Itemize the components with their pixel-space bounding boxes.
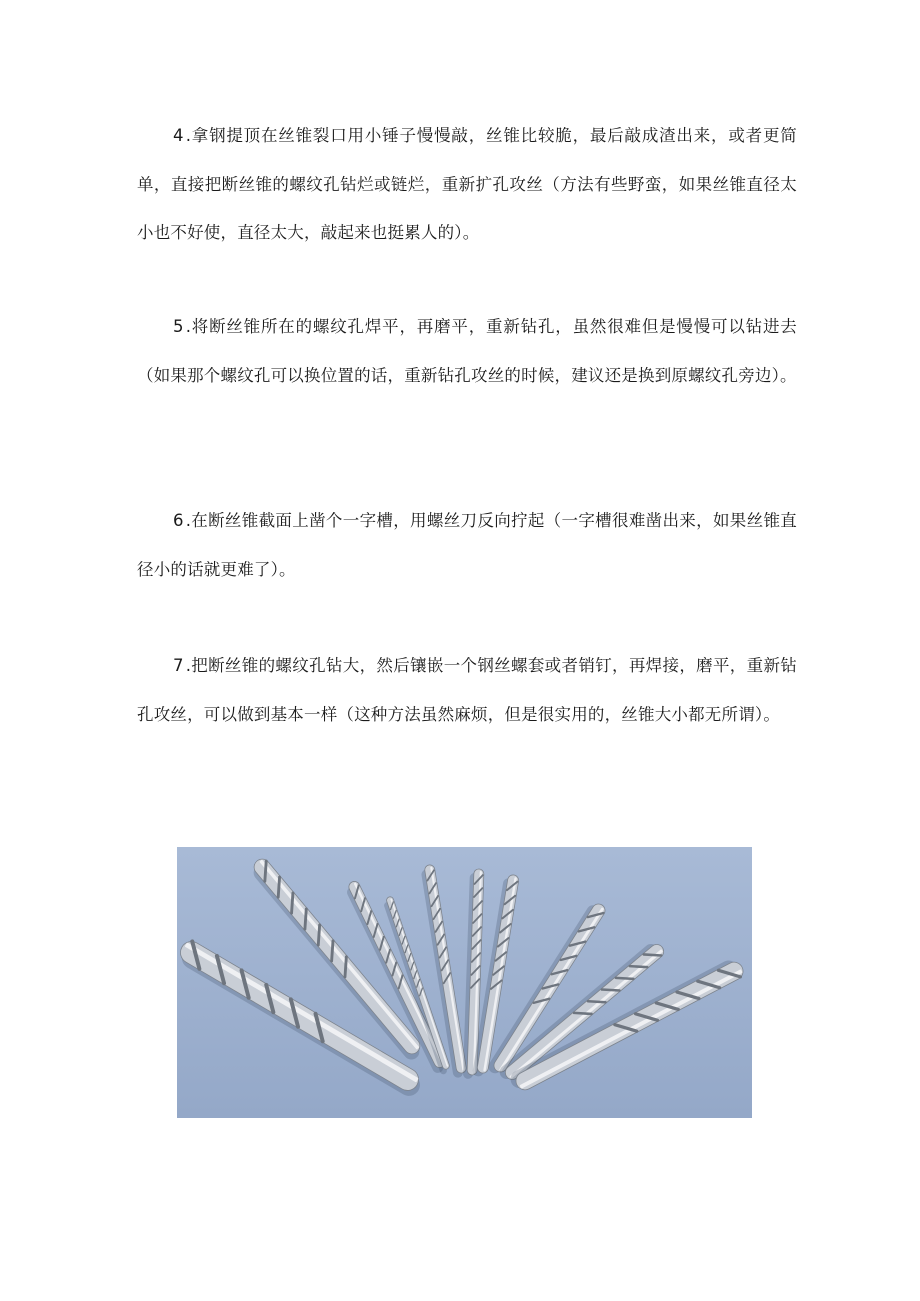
- paragraph-4: [137, 112, 797, 258]
- paragraph-text: .将断丝锥所在的螺纹孔焊平，再磨平，重新钻孔，虽然很难但是慢慢可以钻进去（如果那个螺纹孔可以换位置的话，重新钻孔攻丝的时候，建议还是换到原螺纹孔旁边）。: [137, 317, 797, 385]
- paragraph-text: .拿钢提顶在丝锥裂口用小锤子慢慢敲，丝锥比较脆，最后敲成渣出来，或者更简单，直接把断丝锥的螺纹孔钻烂或链烂，重新扩孔攻丝（方法有些野蛮，如果丝锥直径太小也不好使，直径太大，敲起来也挺累人的）。: [137, 126, 797, 242]
- paragraph-number: 4: [173, 126, 184, 145]
- paragraph-number: 6: [173, 511, 184, 530]
- drill-bits-photo: [177, 847, 752, 1118]
- paragraph-text: .在断丝锥截面上凿个一字槽，用螺丝刀反向拧起（一字槽很难凿出来，如果丝锥直径小的话就更难了）。: [137, 511, 797, 579]
- paragraph-number: 5: [173, 317, 184, 336]
- paragraph-7: [137, 642, 797, 739]
- paragraph-number: 7: [173, 656, 184, 675]
- paragraph-6: [137, 497, 797, 594]
- paragraph-5: [137, 303, 797, 400]
- paragraph-text: .把断丝锥的螺纹孔钻大，然后镶嵌一个钢丝螺套或者销钉，再焊接，磨平，重新钻孔攻丝，可以做到基本一样（这种方法虽然麻烦，但是很实用的，丝锥大小都无所谓）。: [137, 656, 797, 724]
- drill-bits-illustration: [177, 847, 752, 1118]
